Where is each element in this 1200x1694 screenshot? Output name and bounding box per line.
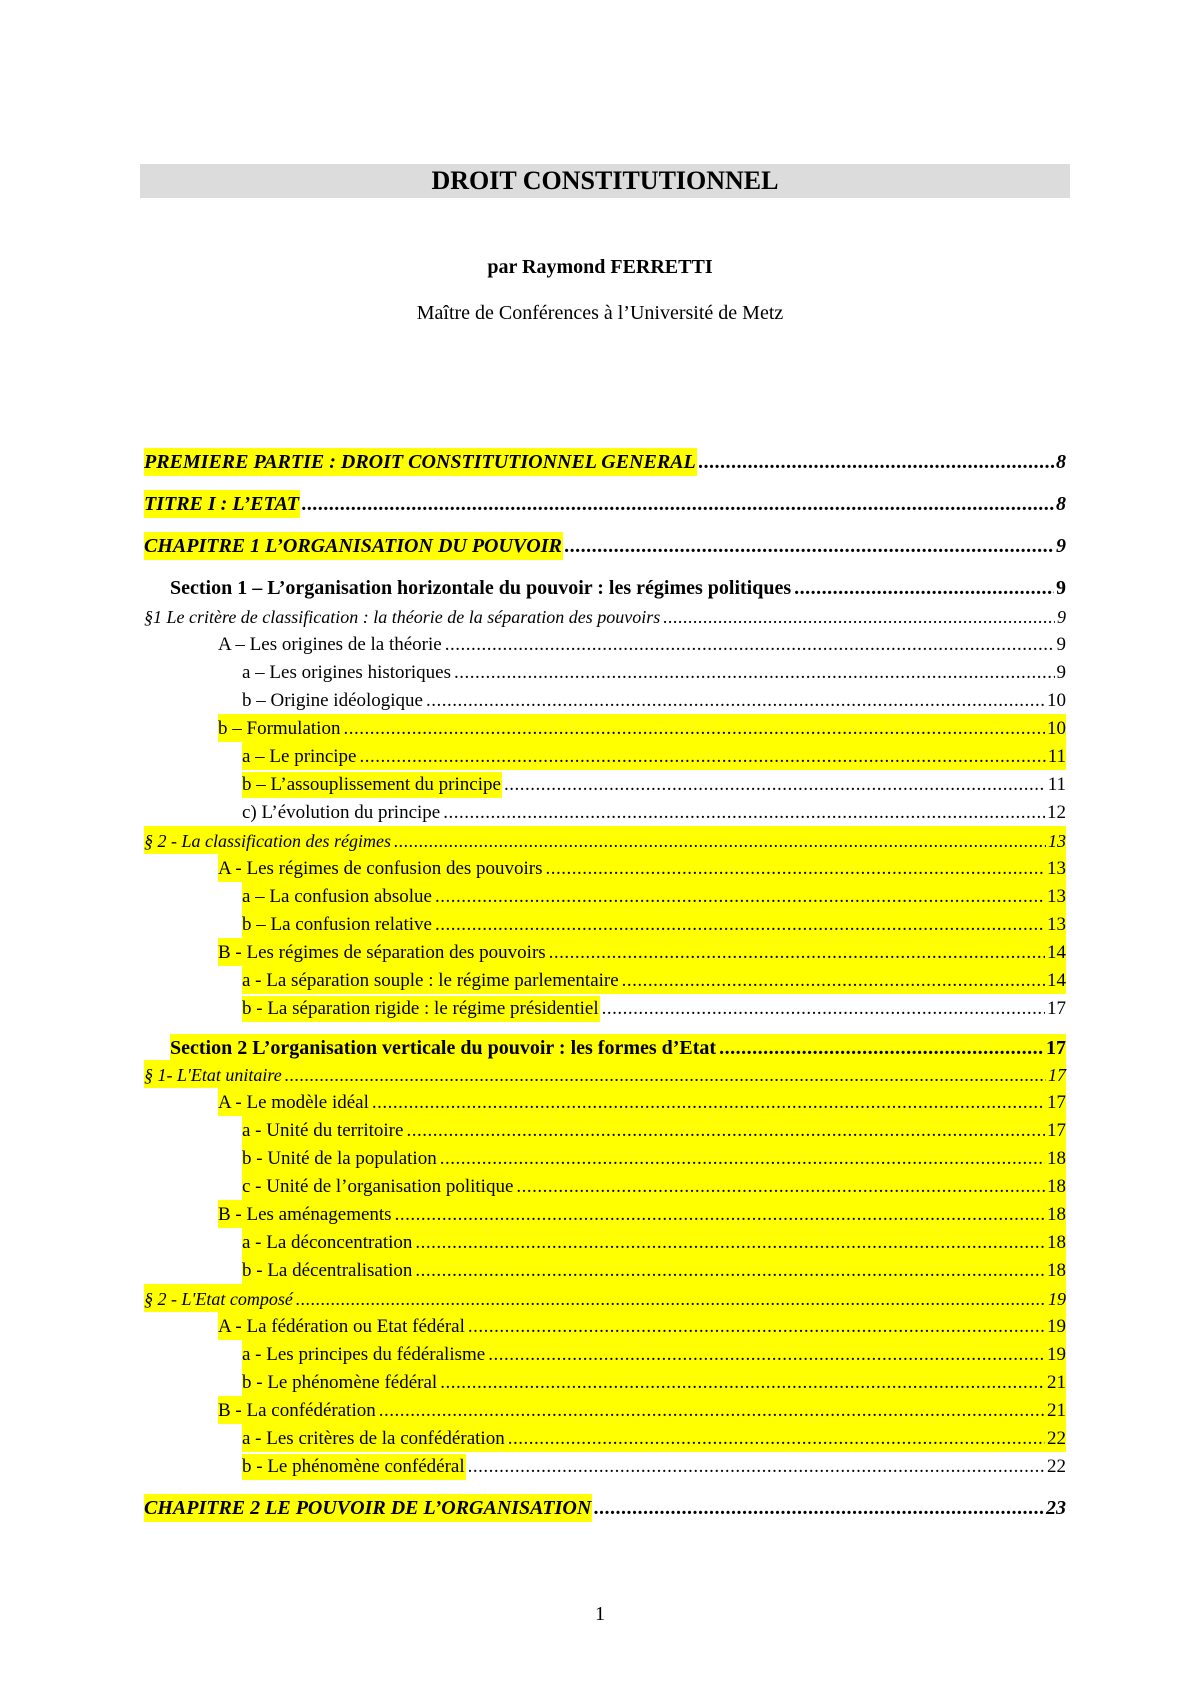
toc-entry-page: 9 [1056, 577, 1066, 599]
toc-leader-dots [440, 1370, 1045, 1396]
toc-entry [242, 1424, 1066, 1452]
toc-leader-dots [565, 532, 1054, 560]
toc-leader-dots [508, 1426, 1045, 1452]
toc-entry-page: 19 [1048, 1289, 1066, 1309]
toc-entry [242, 658, 1066, 686]
toc-entry-title: a - Les principes du fédéralisme [242, 1344, 486, 1365]
toc-leader-dots [372, 1090, 1045, 1116]
toc-entry-page: 22 [1047, 1428, 1066, 1449]
toc-entry-title: b - La décentralisation [242, 1260, 413, 1281]
toc-leader-dots [285, 1062, 1046, 1088]
toc-leader-dots [719, 1034, 1044, 1062]
toc-entry-title: a - La séparation souple : le régime parlementaire [242, 970, 619, 991]
toc-entry-title: b - La séparation rigide : le régime présidentiel [242, 996, 600, 1022]
toc-entry [242, 1116, 1066, 1144]
toc-entry [242, 966, 1066, 994]
toc-entry [242, 742, 1066, 770]
toc-entry-page: 9 [1056, 535, 1066, 557]
toc-entry-title: a – Le principe [242, 746, 357, 767]
toc-entry-title: b – Formulation [218, 718, 341, 739]
toc-entry-page: 17 [1047, 1120, 1066, 1141]
toc-entry-page: 17 [1047, 998, 1066, 1019]
toc-entry [242, 1368, 1066, 1396]
toc-entry-title: B - Les régimes de séparation des pouvoirs [218, 942, 546, 963]
toc-leader-dots [594, 1494, 1044, 1522]
toc-entry-title: CHAPITRE 2 LE POUVOIR DE L’ORGANISATION [144, 1494, 592, 1522]
toc-entry [218, 854, 1066, 882]
toc-leader-dots [445, 632, 1055, 658]
toc-entry-page: 13 [1047, 858, 1066, 879]
toc-entry-page: 10 [1047, 718, 1066, 739]
toc-entry [170, 1034, 1066, 1062]
toc-entry [218, 1088, 1066, 1116]
toc-leader-dots [395, 1202, 1045, 1228]
toc-leader-dots [546, 856, 1045, 882]
toc-entry-page: 14 [1047, 970, 1066, 991]
toc-entry-title: A – Les origines de la théorie [218, 634, 442, 655]
toc-entry-page: 19 [1047, 1316, 1066, 1337]
toc-entry-page: 9 [1056, 662, 1066, 683]
toc-entry-page: 8 [1056, 451, 1066, 473]
toc-leader-dots [343, 716, 1045, 742]
toc-entry-page: 18 [1047, 1148, 1066, 1169]
toc-entry [144, 448, 1066, 476]
toc-entry-title: PREMIERE PARTIE : DROIT CONSTITUTIONNEL GENERAL [144, 448, 697, 476]
toc-leader-dots [359, 744, 1045, 770]
toc-entry-title: B - La confédération [218, 1400, 376, 1421]
toc-entry-page: 14 [1047, 942, 1066, 963]
toc-leader-dots [468, 1314, 1045, 1340]
toc-leader-dots [435, 884, 1045, 910]
toc-entry [218, 1312, 1066, 1340]
toc-entry [242, 882, 1066, 910]
toc-entry-page: 21 [1047, 1372, 1066, 1393]
toc-entry-title: b - Le phénomène confédéral [242, 1454, 466, 1480]
toc-leader-dots [415, 1258, 1045, 1284]
toc-entry-page: 13 [1047, 886, 1066, 907]
toc-leader-dots [435, 912, 1045, 938]
toc-entry [144, 1284, 1066, 1312]
toc-entry-title: a – Les origines historiques [242, 662, 451, 683]
toc-leader-dots [426, 688, 1045, 714]
toc-entry-title: c) L’évolution du principe [242, 802, 441, 823]
toc-entry [170, 574, 1066, 602]
author-name: par Raymond FERRETTI [487, 256, 713, 278]
toc-entry-title: A - Le modèle idéal [218, 1092, 369, 1113]
toc-entry-title: c - Unité de l’organisation politique [242, 1176, 514, 1197]
toc-entry-title: § 2 - La classification des régimes [144, 831, 391, 851]
toc-entry-page: 12 [1047, 802, 1066, 823]
toc-entry-page: 21 [1047, 1400, 1066, 1421]
toc-entry [242, 770, 1066, 798]
toc-leader-dots [468, 1454, 1045, 1480]
toc-entry-page: 9 [1057, 607, 1066, 627]
toc-entry [144, 602, 1066, 630]
toc-leader-dots [699, 448, 1054, 476]
toc-leader-dots [454, 660, 1055, 686]
toc-leader-dots [440, 1146, 1045, 1172]
document-title-bar [140, 164, 1070, 198]
toc-entry-page: 18 [1047, 1176, 1066, 1197]
toc-entry-page: 18 [1047, 1260, 1066, 1281]
author-affiliation: Maître de Conférences à l’Université de Metz [416, 302, 784, 324]
toc-entry-title: Section 1 – L’organisation horizontale du pouvoir : les régimes politiques [170, 577, 792, 599]
toc-entry [218, 1200, 1066, 1228]
toc-entry-page: 17 [1047, 1092, 1066, 1113]
toc-entry [242, 1340, 1066, 1368]
toc-entry-title: b - Le phénomène fédéral [242, 1372, 438, 1393]
toc-entry-title: a – La confusion absolue [242, 886, 432, 907]
toc-entry-page: 22 [1047, 1456, 1066, 1477]
toc-leader-dots [602, 996, 1045, 1022]
toc-entry [144, 1060, 1066, 1088]
toc-leader-dots [794, 574, 1054, 602]
toc-entry-page: 18 [1047, 1232, 1066, 1253]
toc-entry-title: a - La déconcentration [242, 1232, 413, 1253]
toc-leader-dots [296, 1286, 1046, 1312]
toc-entry-title: b - Unité de la population [242, 1148, 437, 1169]
toc-entry [144, 826, 1066, 854]
toc-entry [242, 1172, 1066, 1200]
toc-entry-page: 10 [1047, 690, 1066, 711]
toc-entry-title: §1 Le critère de classification : la théorie de la séparation des pouvoirs [144, 607, 661, 627]
toc-entry-title: Section 2 L’organisation verticale du pouvoir : les formes d’Etat [170, 1037, 717, 1059]
toc-leader-dots [516, 1174, 1045, 1200]
toc-entry-title: B - Les aménagements [218, 1204, 392, 1225]
toc-entry-title: TITRE I : L’ETAT [144, 490, 300, 518]
toc-leader-dots [663, 604, 1055, 630]
toc-leader-dots [302, 490, 1054, 518]
page-number: 1 [595, 1603, 605, 1625]
toc-leader-dots [415, 1230, 1045, 1256]
toc-entry-page: 23 [1046, 1497, 1066, 1519]
toc-leader-dots [443, 800, 1045, 826]
toc-entry [242, 994, 1066, 1022]
toc-entry-title: a - Unité du territoire [242, 1120, 404, 1141]
toc-entry-title: A - La fédération ou Etat fédéral [218, 1316, 465, 1337]
toc-entry-page: 13 [1048, 831, 1066, 851]
toc-entry-title: CHAPITRE 1 L’ORGANISATION DU POUVOIR [144, 532, 563, 560]
toc-entry-title: a - Les critères de la confédération [242, 1428, 505, 1449]
toc-entry [242, 910, 1066, 938]
toc-entry-title: § 1- L'Etat unitaire [144, 1065, 282, 1085]
toc-entry [242, 798, 1066, 826]
toc-entry [242, 1452, 1066, 1480]
toc-leader-dots [549, 940, 1045, 966]
toc-entry [218, 630, 1066, 658]
toc-entry [242, 686, 1066, 714]
toc-entry [218, 714, 1066, 742]
toc-entry-title: A - Les régimes de confusion des pouvoirs [218, 858, 543, 879]
toc-entry-title: b – Origine idéologique [242, 690, 423, 711]
toc-leader-dots [394, 828, 1046, 854]
toc-entry [218, 938, 1066, 966]
toc-entry-title: b – La confusion relative [242, 914, 432, 935]
toc-leader-dots [406, 1118, 1045, 1144]
toc-entry [242, 1256, 1066, 1284]
toc-entry [218, 1396, 1066, 1424]
toc-entry-title: b – L’assouplissement du principe [242, 772, 502, 798]
toc-entry-page: 17 [1048, 1065, 1066, 1085]
toc-entry [242, 1228, 1066, 1256]
document-title: DROIT CONSTITUTIONNEL [431, 166, 779, 195]
toc-entry-page: 19 [1047, 1344, 1066, 1365]
toc-entry [242, 1144, 1066, 1172]
toc-entry-page: 9 [1056, 634, 1066, 655]
toc-leader-dots [379, 1398, 1045, 1424]
toc-entry-page: 11 [1047, 774, 1066, 795]
toc-leader-dots [622, 968, 1045, 994]
toc-entry-page: 8 [1056, 493, 1066, 515]
toc-leader-dots [488, 1342, 1045, 1368]
toc-entry-page: 13 [1047, 914, 1066, 935]
toc-entry-page: 17 [1046, 1037, 1066, 1059]
toc-entry-title: § 2 - L'Etat composé [144, 1289, 293, 1309]
toc-entry [144, 1494, 1066, 1522]
toc-entry [144, 532, 1066, 560]
toc-leader-dots [504, 772, 1046, 798]
toc-entry-page: 18 [1047, 1204, 1066, 1225]
toc-entry [144, 490, 1066, 518]
toc-entry-page: 11 [1047, 746, 1066, 767]
